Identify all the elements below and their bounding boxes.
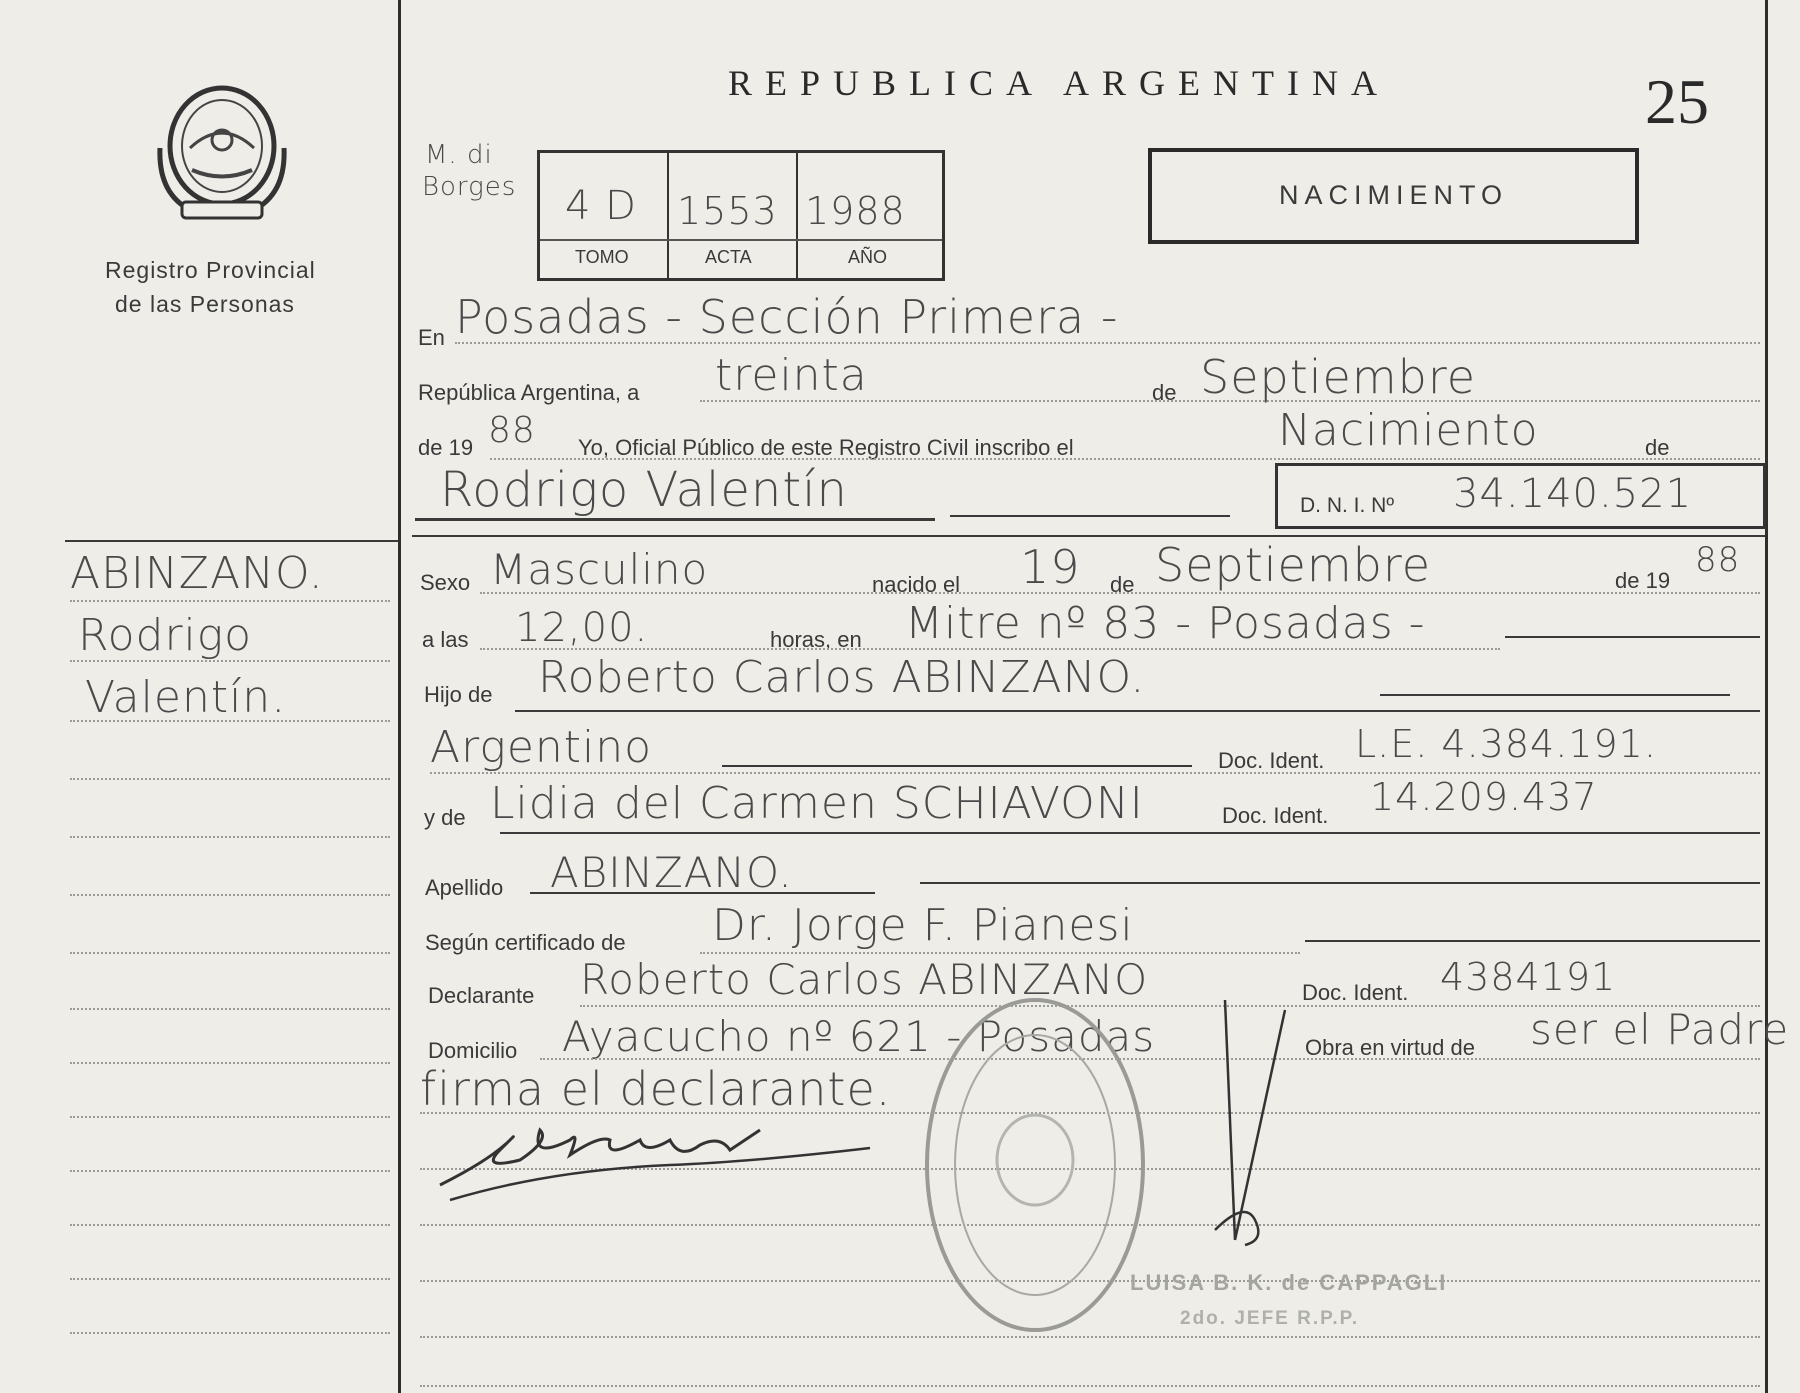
section-rule — [412, 535, 1765, 537]
volume-box-divider-2 — [796, 153, 798, 278]
apellido-rule — [920, 882, 1760, 884]
y-de-label: y de — [424, 805, 466, 830]
republica-label: República Argentina, a — [418, 380, 640, 405]
obra-label: Obra en virtud de — [1305, 1035, 1475, 1060]
margin-name-line2: Rodrigo — [78, 610, 253, 661]
row-line — [480, 592, 1760, 594]
obra-value: ser el Padre — [1530, 1005, 1790, 1054]
birth-month: Septiembre — [1155, 538, 1432, 592]
margin-line — [70, 836, 390, 838]
margin-line — [70, 660, 390, 662]
declarante-value: Roberto Carlos ABINZANO — [580, 955, 1149, 1004]
horas-label: horas, en — [770, 627, 862, 652]
margin-line — [70, 720, 390, 722]
dni-label: D. N. I. Nº — [1300, 494, 1395, 517]
nationality-rule — [722, 765, 1192, 767]
tomo-label: TOMO — [575, 247, 629, 267]
place-note-1: M. di — [425, 140, 493, 170]
margin-divider-line — [398, 0, 401, 1393]
declarante-doc-label: Doc. Ident. — [1302, 980, 1409, 1005]
mother-value: Lidia del Carmen SCHIAVONI — [490, 778, 1144, 829]
domicilio-label: Domicilio — [428, 1038, 518, 1063]
father-doc: L.E. 4.384.191. — [1355, 722, 1657, 766]
father-nationality: Argentino — [430, 722, 653, 773]
form-right-border — [1765, 0, 1768, 1393]
volume-box-divider-1 — [667, 153, 669, 278]
margin-line — [70, 1116, 390, 1118]
day-value: treinta — [715, 350, 868, 401]
acta-value: 1553 — [677, 189, 778, 233]
row-line — [430, 772, 1760, 774]
declarante-doc: 4384191 — [1440, 955, 1617, 999]
father-rule-2 — [515, 710, 1760, 712]
birth-year-prefix: de 19 — [1615, 568, 1671, 593]
nacido-label: nacido el — [872, 572, 961, 597]
name-value: Rodrigo Valentín — [440, 462, 848, 518]
place-note-2: Borges — [422, 172, 517, 202]
margin-line — [70, 952, 390, 954]
declarant-signature — [430, 1100, 890, 1210]
dni-box — [1275, 463, 1766, 529]
name-rule — [950, 515, 1230, 517]
row-line — [480, 648, 1500, 650]
row-line — [700, 952, 1300, 954]
apellido-underline — [530, 892, 875, 894]
country-title: REPUBLICA ARGENTINA — [728, 63, 1391, 103]
registry-name-line2: de las Personas — [115, 291, 295, 317]
apellido-value: ABINZANO. — [550, 848, 793, 897]
birth-year: 88 — [1695, 540, 1741, 580]
province-seal — [150, 78, 295, 228]
official-text: Yo, Oficial Público de este Registro Civil inscribo el — [578, 435, 1074, 460]
declarante-label: Declarante — [428, 983, 535, 1008]
year-value: 88 — [488, 410, 536, 451]
certificado-label: Según certificado de — [425, 930, 626, 955]
acta-label: ACTA — [705, 247, 752, 267]
place-rule — [1505, 636, 1760, 638]
place-value: Mitre nº 83 - Posadas - — [905, 598, 1426, 649]
margin-line — [70, 1224, 390, 1226]
father-value: Roberto Carlos ABINZANO. — [538, 652, 1146, 703]
firma-text: firma el declarante. — [420, 1062, 892, 1116]
record-type: NACIMIENTO — [1278, 180, 1508, 210]
margin-line — [70, 778, 390, 780]
margin-line — [70, 1332, 390, 1334]
domicilio-value: Ayacucho nº 621 - Posadas — [562, 1012, 1156, 1061]
officer-stamp-name: LUISA B. K. de CAPPAGLI — [1130, 1270, 1448, 1295]
page-number: 25 — [1645, 66, 1709, 137]
volume-box — [537, 150, 945, 281]
officer-signature — [1195, 1000, 1345, 1250]
record-type-box — [1148, 148, 1639, 244]
registry-name-line1: Registro Provincial — [105, 257, 316, 283]
row-line — [455, 342, 1760, 344]
margin-line — [70, 600, 390, 602]
year-prefix: de 19 — [418, 435, 474, 460]
ano-label: AÑO — [848, 247, 888, 267]
dni-value: 34.140.521 — [1453, 471, 1693, 517]
father-doc-label: Doc. Ident. — [1218, 748, 1325, 773]
certificado-rule — [1305, 940, 1760, 942]
margin-line — [70, 1278, 390, 1280]
ano-value: 1988 — [805, 189, 906, 233]
hour-value: 12,00. — [515, 605, 649, 651]
event-value: Nacimiento — [1278, 405, 1539, 456]
father-rule — [1380, 694, 1730, 696]
apellido-label: Apellido — [425, 875, 504, 900]
margin-line — [70, 894, 390, 896]
officer-stamp-title: 2do. JEFE R.P.P. — [1180, 1308, 1360, 1329]
en-value: Posadas - Sección Primera - — [455, 290, 1119, 344]
margin-name-line1: ABINZANO. — [70, 548, 324, 599]
certificado-value: Dr. Jorge F. Pianesi — [712, 900, 1134, 951]
a-las-label: a las — [422, 627, 469, 652]
birth-day: 19 — [1020, 540, 1081, 594]
de-label: de — [1152, 380, 1177, 405]
event-de: de — [1645, 435, 1670, 460]
official-round-stamp — [915, 985, 1155, 1345]
margin-line — [70, 1062, 390, 1064]
birth-de: de — [1110, 572, 1135, 597]
margin-top-rule — [65, 540, 398, 542]
margin-line — [70, 1170, 390, 1172]
row-line — [490, 458, 1760, 460]
margin-line — [70, 1008, 390, 1010]
en-label: En — [418, 325, 445, 350]
mother-doc: 14.209.437 — [1370, 775, 1598, 819]
name-underline — [415, 518, 935, 521]
margin-name-line3: Valentín. — [85, 672, 287, 723]
mother-rule — [500, 832, 1760, 834]
mother-doc-label: Doc. Ident. — [1222, 803, 1329, 828]
month-value: Septiembre — [1200, 350, 1477, 404]
row-line — [700, 400, 1760, 402]
volume-box-rule — [540, 239, 942, 241]
sexo-value: Masculino — [490, 545, 709, 594]
tomo-value: 4 D — [565, 183, 637, 229]
hijo-label: Hijo de — [424, 682, 493, 707]
sexo-label: Sexo — [420, 570, 471, 595]
row-line — [420, 1385, 1760, 1387]
